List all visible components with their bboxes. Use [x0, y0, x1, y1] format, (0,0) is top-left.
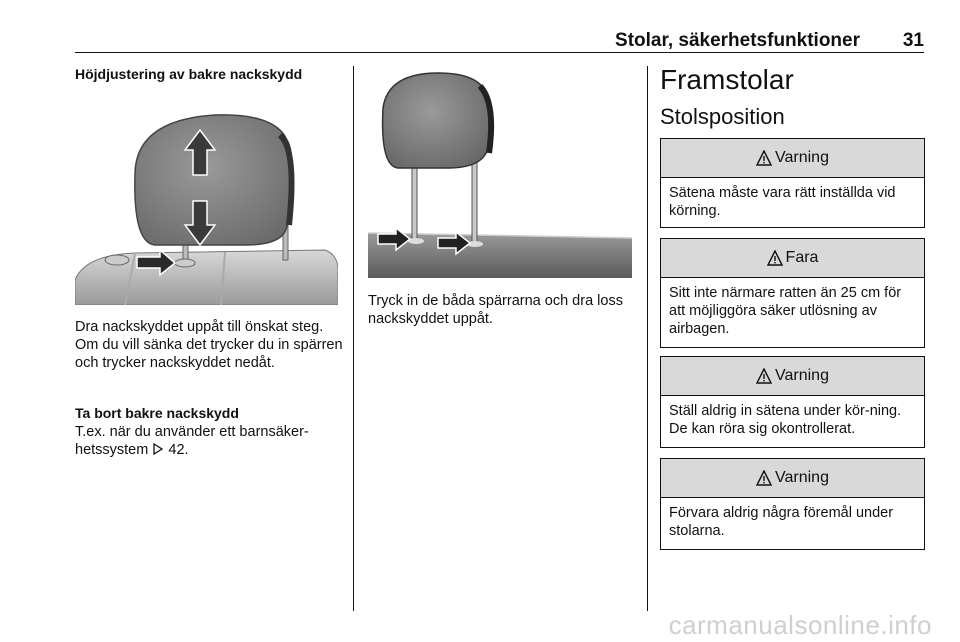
- headrest-removal-illustration: [368, 68, 632, 278]
- headrest-adjust-illustration: [75, 95, 338, 305]
- header-title: Stolar, säkerhetsfunktioner: [615, 30, 860, 51]
- column-divider: [647, 66, 648, 611]
- headrest-adjust-text: Dra nackskyddet uppåt till önskat steg. Om du vill sänka det trycker du in spärren och trycker nackskyddet nedåt.: [75, 319, 343, 371]
- remove-rear-headrest-heading: Ta bort bakre nackskydd: [75, 405, 239, 421]
- warning-box: [660, 458, 925, 550]
- danger-text: Sitt inte närmare ratten än 25 cm för att möjliggöra säker utlösning av airbagen.: [669, 285, 902, 337]
- warning-triangle-icon: [767, 250, 783, 266]
- warning-text: Sätena måste vara rätt inställda vid körning.: [669, 185, 896, 219]
- rear-headrest-height-heading: Höjdjustering av bakre nackskydd: [75, 66, 303, 82]
- warning-box-header: [661, 357, 924, 396]
- warning-text: Förvara aldrig några föremål under stolarna.: [669, 505, 894, 539]
- warning-triangle-icon: [756, 470, 772, 486]
- column-divider: [353, 66, 354, 611]
- warning-box: [660, 356, 925, 448]
- warning-box-header: [661, 139, 924, 178]
- header-rule: [75, 52, 924, 53]
- warning-label: Varning: [775, 149, 829, 166]
- warning-label: Varning: [775, 469, 829, 486]
- page-number: 31: [902, 30, 924, 51]
- warning-text: Ställ aldrig in sätena under kör-ning. De kan röra sig okontrollerat.: [669, 403, 902, 437]
- danger-label: Fara: [785, 249, 819, 266]
- warning-triangle-icon: [756, 150, 772, 166]
- remove-rear-headrest-text: T.ex. när du använder ett barnsäker-hetssystem 42.: [75, 424, 309, 458]
- section-heading: Framstolar: [660, 64, 794, 95]
- danger-box-header: [661, 239, 924, 278]
- warning-box-header: [661, 459, 924, 498]
- section-subheading: Stolsposition: [660, 104, 785, 129]
- headrest-removal-text: Tryck in de båda spärrarna och dra loss nackskyddet uppåt.: [368, 293, 623, 327]
- watermark: carmanualsonline.info: [668, 610, 932, 640]
- page-reference-icon: [152, 443, 164, 455]
- warning-label: Varning: [775, 367, 829, 384]
- danger-box: [660, 238, 925, 348]
- warning-box: [660, 138, 925, 228]
- warning-triangle-icon: [756, 368, 772, 384]
